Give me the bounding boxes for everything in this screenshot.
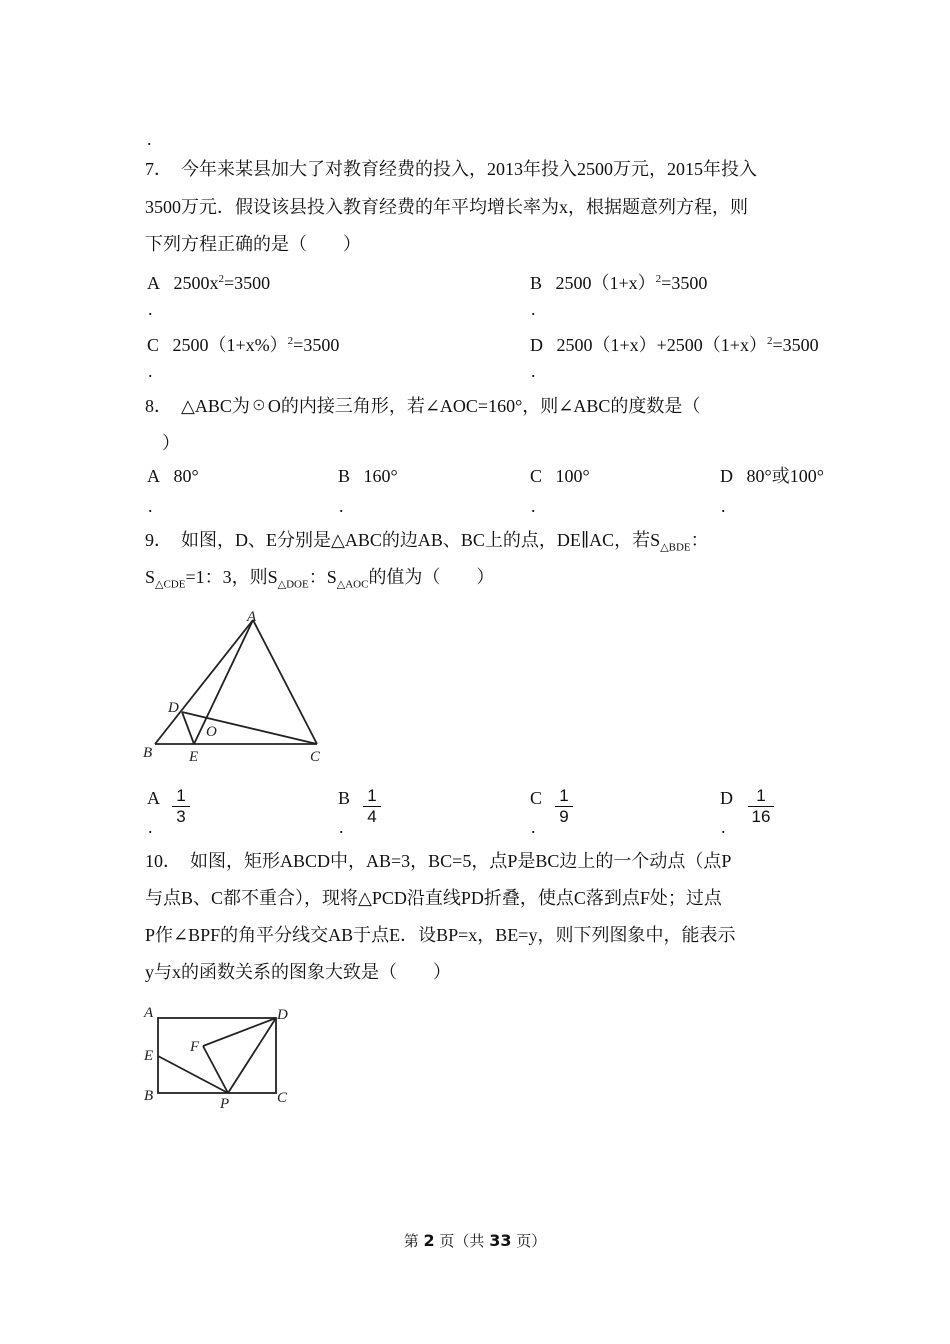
q9-label-c: C [310,749,321,765]
q9-option-a-dot: . [148,817,153,837]
q7-line1 [145,158,757,180]
q9-label-d: D [168,700,179,716]
q9-label-o: O [206,724,217,740]
q9-option-b-fraction: 1 4 [363,787,381,826]
q9-option-a-fraction: 1 3 [172,787,190,826]
q9-option-d-fraction: 1 16 [748,787,774,826]
q10-label-b: B [144,1088,154,1104]
q7-option-b-dot: . [531,299,536,319]
q8-option-b[interactable]: B 160° [338,466,398,486]
q7-option-d-dot: . [531,361,536,381]
q10-line3: P作∠BPF的角平分线交AB于点E．设BP=x，BE=y，则下列图象中，能表示 [145,925,736,945]
leading-dot: . [147,129,152,149]
q9-option-c-fraction: 1 9 [555,787,573,826]
q9-label-e: E [189,749,199,765]
q9-label-a: A [247,609,257,625]
q7-option-b[interactable]: B $2500(1+x)^2=3500$ [530,273,708,293]
q9-option-a-letter[interactable]: A [147,788,160,808]
q9-option-b-letter[interactable]: B [338,788,351,808]
q8-option-b-dot: . [339,496,344,516]
q7-line2: 3500万元．假设该县投入教育经费的年平均增长率为x，根据题意列方程，则 [145,197,748,217]
q10-rectangle-figure [140,1000,310,1115]
q7-option-c[interactable]: C $2500(1+x\%)^2=3500$ [147,335,340,355]
q7-text-line1: 今年来某县加大了对教育经费的投入，2013年投入2500万元，2015年投入 [181,159,757,179]
q9-option-c-letter[interactable]: C [530,788,543,808]
q9-triangle-figure [140,605,340,770]
q10-label-a: A [144,1005,154,1021]
q10-rectangle-abcd [158,1018,276,1093]
q8-option-d[interactable]: D 80°或100° [720,466,824,486]
q8-number: 8． [145,396,172,416]
q7-option-a-dot: . [148,299,153,319]
q7-number: 7． [145,159,172,179]
q9-number: 9． [145,530,172,550]
q9-option-c-dot: . [531,817,536,837]
q10-number: 10． [145,851,181,871]
q9-option-d-letter[interactable]: D [720,788,733,808]
q9-label-b: B [143,745,153,761]
q10-line4: y与x的函数关系的图象大致是（ ） [145,962,451,982]
q7-option-d[interactable]: D $2500(1+x)+2500(1+x)^2=3500$ [530,335,819,355]
q10-segment-pd [228,1018,276,1093]
q9-segment-de [182,712,194,744]
q9-segment-ac [253,620,317,744]
q7-option-a[interactable]: A $2500x^2=3500$ [147,273,271,293]
q10-label-d: D [277,1007,288,1023]
q9-line1: 9． 如图，D、E分别是△ABC的边AB、BC上的点，DE∥AC，若$S_{\triangle BDE}$： [145,530,709,554]
q10-segment-fd [203,1018,276,1046]
q10-label-p: P [220,1096,230,1112]
q8-option-c[interactable]: C 100° [530,466,590,486]
q7-option-c-dot: . [148,361,153,381]
q10-label-f: F [190,1039,200,1055]
q10-line1: 10． 如图，矩形ABCD中，AB=3，BC=5，点P是BC边上的一个动点（点P [145,851,732,871]
q10-label-e: E [144,1048,154,1064]
q8-option-a-dot: . [148,496,153,516]
current-page: 2 [423,1231,435,1250]
q9-segment-ae [194,620,253,744]
q9-option-b-dot: . [339,817,344,837]
q8-line1: 8． △ABC为☉O的内接三角形，若∠AOC=160°，则∠ABC的度数是（ [145,396,701,416]
q10-line2: 与点B、C都不重合），现将△PCD沿直线PD折叠，使点C落到点F处；过点 [145,888,722,908]
q9-option-d-dot: . [721,817,726,837]
q8-line2: ） [162,433,180,453]
q8-option-d-dot: . [721,496,726,516]
q8-option-c-dot: . [531,496,536,516]
q9-line2: $S_{\triangle CDE}=1$：3，则$S_{\triangle DOE}$：$S_{\triangle AOC}$的值为（ ） [145,567,495,591]
page-footer: 第 2 页（共 33 页） [403,1231,547,1250]
q7-line3: 下列方程正确的是（ ） [145,234,361,254]
q8-option-a[interactable]: A 80° [147,466,199,486]
total-pages: 33 [489,1231,512,1250]
q10-label-c: C [277,1090,288,1106]
